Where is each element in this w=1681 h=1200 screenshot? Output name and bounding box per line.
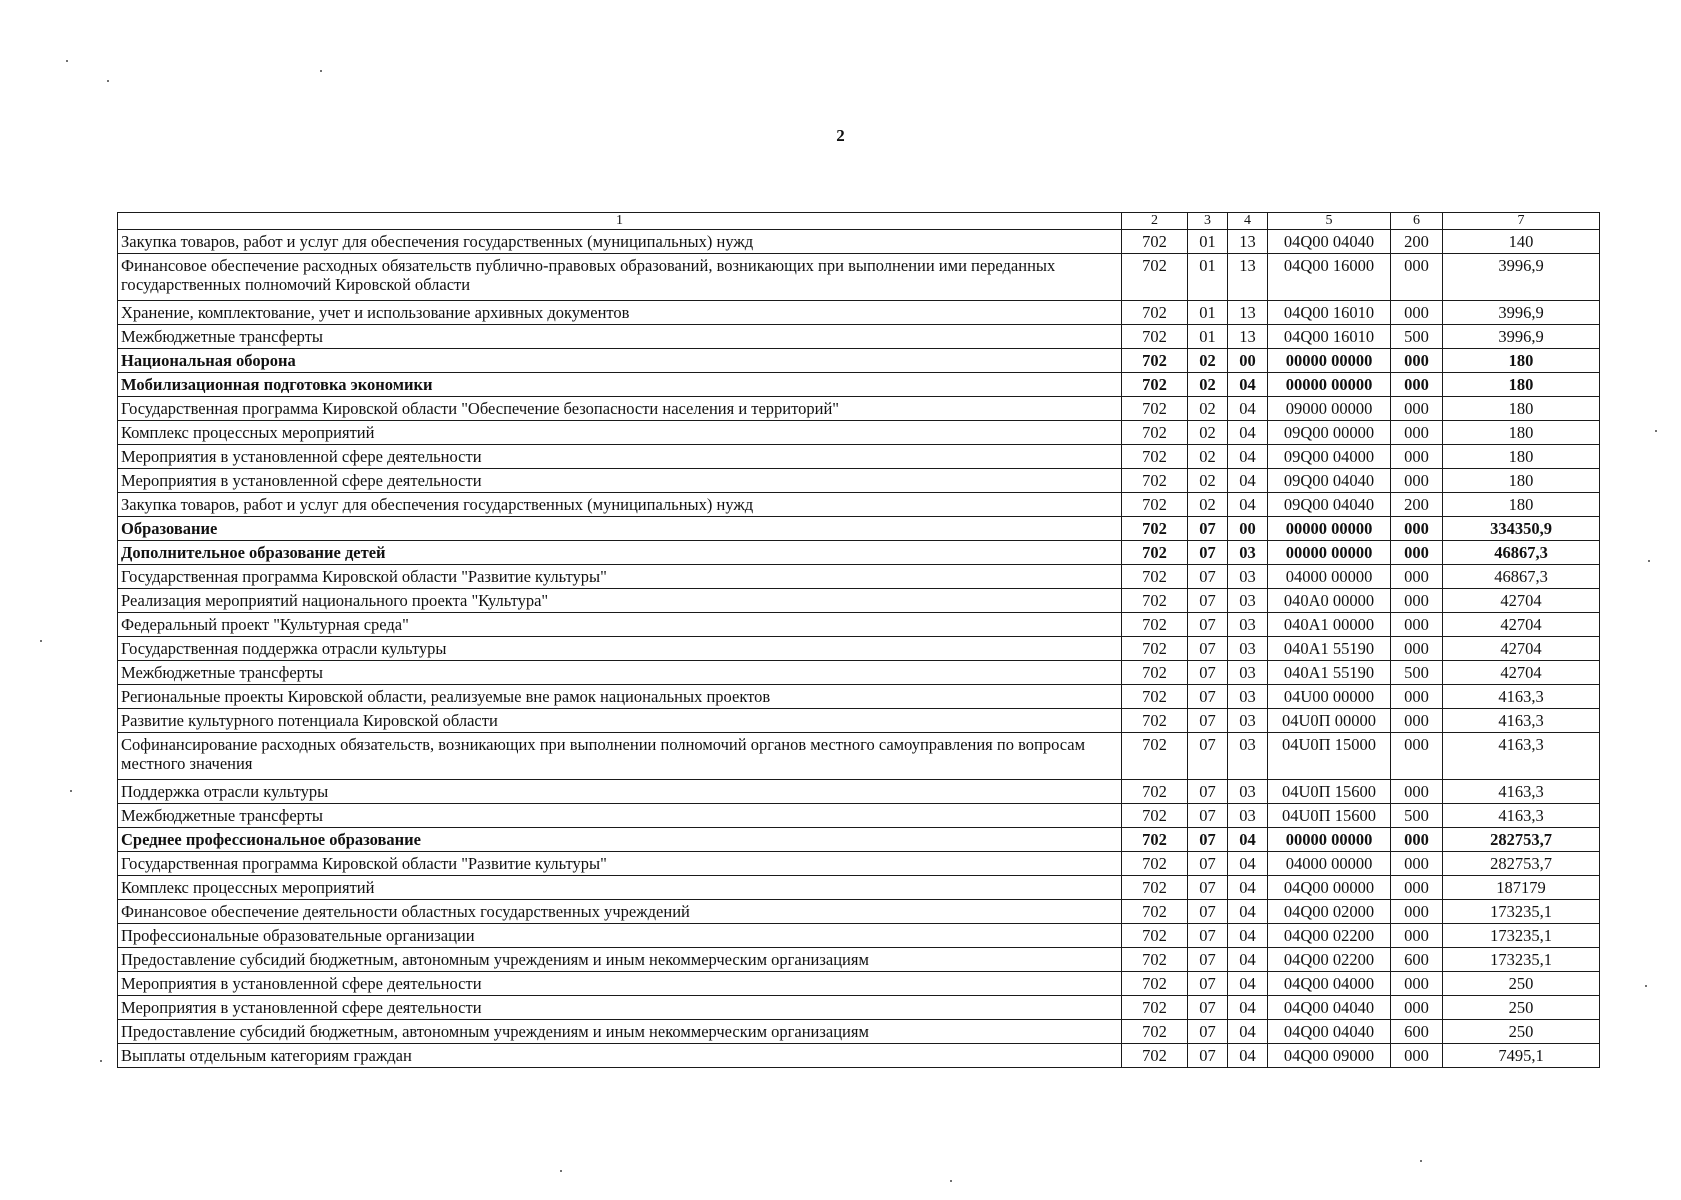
row-code-4: 03 [1228, 613, 1268, 637]
row-code-6: 000 [1391, 996, 1443, 1020]
table-row [118, 733, 1600, 780]
row-code-5: 040A1 55190 [1268, 637, 1391, 661]
row-code-3: 07 [1188, 996, 1228, 1020]
row-code-4: 03 [1228, 637, 1268, 661]
row-amount: 173235,1 [1443, 900, 1600, 924]
row-name: Федеральный проект "Культурная среда" [118, 613, 1122, 637]
row-code-6: 000 [1391, 852, 1443, 876]
row-code-5: 04U0П 00000 [1268, 709, 1391, 733]
row-code-3: 01 [1188, 230, 1228, 254]
table-row [118, 900, 1600, 924]
row-code-2: 702 [1122, 445, 1188, 469]
row-code-2: 702 [1122, 373, 1188, 397]
row-amount: 187179 [1443, 876, 1600, 900]
table-row [118, 661, 1600, 685]
row-code-4: 04 [1228, 996, 1268, 1020]
table-row [118, 541, 1600, 565]
row-name: Реализация мероприятий национального проекта "Культура" [118, 589, 1122, 613]
row-amount: 173235,1 [1443, 924, 1600, 948]
row-code-4: 04 [1228, 972, 1268, 996]
row-code-2: 702 [1122, 469, 1188, 493]
budget-table [117, 212, 1600, 1068]
row-amount: 46867,3 [1443, 565, 1600, 589]
row-name: Национальная оборона [118, 349, 1122, 373]
row-code-2: 702 [1122, 972, 1188, 996]
table-row [118, 972, 1600, 996]
row-amount: 42704 [1443, 637, 1600, 661]
row-code-5: 04Q00 02000 [1268, 900, 1391, 924]
row-code-6: 000 [1391, 876, 1443, 900]
row-name: Мероприятия в установленной сфере деятельности [118, 469, 1122, 493]
row-name: Выплаты отдельным категориям граждан [118, 1044, 1122, 1068]
row-code-2: 702 [1122, 325, 1188, 349]
row-code-2: 702 [1122, 924, 1188, 948]
row-code-3: 07 [1188, 613, 1228, 637]
row-amount: 7495,1 [1443, 1044, 1600, 1068]
table-row [118, 301, 1600, 325]
row-code-3: 07 [1188, 852, 1228, 876]
row-amount: 282753,7 [1443, 828, 1600, 852]
row-name: Финансовое обеспечение деятельности областных государственных учреждений [118, 900, 1122, 924]
row-amount: 250 [1443, 1020, 1600, 1044]
header-col-2: 2 [1122, 213, 1188, 230]
row-code-4: 04 [1228, 373, 1268, 397]
row-code-4: 03 [1228, 661, 1268, 685]
row-code-5: 00000 00000 [1268, 373, 1391, 397]
row-code-6: 000 [1391, 349, 1443, 373]
row-code-6: 500 [1391, 804, 1443, 828]
row-code-5: 04Q00 16010 [1268, 325, 1391, 349]
row-code-4: 04 [1228, 900, 1268, 924]
row-code-5: 04Q00 04000 [1268, 972, 1391, 996]
row-code-3: 07 [1188, 589, 1228, 613]
row-code-5: 04Q00 09000 [1268, 1044, 1391, 1068]
row-name: Предоставление субсидий бюджетным, автономным учреждениям и иным некоммерческим организациям [118, 948, 1122, 972]
row-amount: 180 [1443, 349, 1600, 373]
row-code-3: 02 [1188, 493, 1228, 517]
row-code-6: 500 [1391, 661, 1443, 685]
header-col-1: 1 [118, 213, 1122, 230]
row-code-2: 702 [1122, 589, 1188, 613]
row-name: Мероприятия в установленной сфере деятельности [118, 445, 1122, 469]
row-code-4: 04 [1228, 828, 1268, 852]
row-code-4: 03 [1228, 804, 1268, 828]
row-amount: 250 [1443, 972, 1600, 996]
row-amount: 180 [1443, 445, 1600, 469]
row-code-6: 000 [1391, 541, 1443, 565]
row-code-2: 702 [1122, 397, 1188, 421]
table-row [118, 589, 1600, 613]
row-code-6: 000 [1391, 565, 1443, 589]
row-amount: 180 [1443, 421, 1600, 445]
row-code-3: 07 [1188, 972, 1228, 996]
row-code-5: 00000 00000 [1268, 541, 1391, 565]
row-code-5: 040A1 00000 [1268, 613, 1391, 637]
row-code-5: 04000 00000 [1268, 565, 1391, 589]
row-code-3: 02 [1188, 469, 1228, 493]
row-name: Предоставление субсидий бюджетным, автономным учреждениям и иным некоммерческим организациям [118, 1020, 1122, 1044]
row-amount: 42704 [1443, 589, 1600, 613]
row-code-4: 04 [1228, 421, 1268, 445]
row-code-5: 04Q00 02200 [1268, 924, 1391, 948]
row-code-2: 702 [1122, 230, 1188, 254]
row-code-6: 000 [1391, 900, 1443, 924]
row-amount: 42704 [1443, 661, 1600, 685]
row-code-3: 02 [1188, 397, 1228, 421]
row-code-3: 07 [1188, 565, 1228, 589]
row-code-3: 07 [1188, 828, 1228, 852]
row-code-6: 000 [1391, 517, 1443, 541]
row-amount: 3996,9 [1443, 325, 1600, 349]
row-code-5: 04U0П 15000 [1268, 733, 1391, 780]
row-code-4: 13 [1228, 325, 1268, 349]
row-name: Межбюджетные трансферты [118, 325, 1122, 349]
row-code-5: 09Q00 04040 [1268, 469, 1391, 493]
row-code-2: 702 [1122, 948, 1188, 972]
row-code-4: 03 [1228, 589, 1268, 613]
row-code-3: 07 [1188, 948, 1228, 972]
row-code-6: 000 [1391, 924, 1443, 948]
row-code-5: 04Q00 04040 [1268, 230, 1391, 254]
table-row [118, 637, 1600, 661]
row-code-2: 702 [1122, 804, 1188, 828]
row-code-3: 07 [1188, 924, 1228, 948]
row-code-6: 000 [1391, 301, 1443, 325]
row-code-2: 702 [1122, 1044, 1188, 1068]
row-name: Закупка товаров, работ и услуг для обеспечения государственных (муниципальных) нужд [118, 230, 1122, 254]
row-amount: 282753,7 [1443, 852, 1600, 876]
row-code-4: 03 [1228, 685, 1268, 709]
row-code-3: 07 [1188, 733, 1228, 780]
row-code-6: 000 [1391, 1044, 1443, 1068]
row-amount: 4163,3 [1443, 685, 1600, 709]
header-col-4: 4 [1228, 213, 1268, 230]
row-name: Финансовое обеспечение расходных обязательств публично-правовых образований, возникающих при выполнении ими переданных государственных полномочий Кировской области [118, 254, 1122, 301]
table-row [118, 230, 1600, 254]
row-code-2: 702 [1122, 900, 1188, 924]
row-code-6: 000 [1391, 637, 1443, 661]
row-code-3: 07 [1188, 1020, 1228, 1044]
header-col-5: 5 [1268, 213, 1391, 230]
row-amount: 3996,9 [1443, 254, 1600, 301]
row-code-6: 000 [1391, 445, 1443, 469]
row-code-6: 600 [1391, 948, 1443, 972]
row-amount: 4163,3 [1443, 709, 1600, 733]
row-code-3: 01 [1188, 301, 1228, 325]
row-code-4: 13 [1228, 301, 1268, 325]
row-code-3: 07 [1188, 661, 1228, 685]
row-code-2: 702 [1122, 637, 1188, 661]
row-code-5: 00000 00000 [1268, 828, 1391, 852]
row-name: Государственная программа Кировской области "Обеспечение безопасности населения и территорий" [118, 397, 1122, 421]
row-name: Мобилизационная подготовка экономики [118, 373, 1122, 397]
row-code-2: 702 [1122, 852, 1188, 876]
table-row [118, 924, 1600, 948]
row-code-2: 702 [1122, 876, 1188, 900]
row-code-3: 07 [1188, 637, 1228, 661]
row-code-2: 702 [1122, 541, 1188, 565]
row-code-2: 702 [1122, 517, 1188, 541]
row-name: Мероприятия в установленной сфере деятельности [118, 996, 1122, 1020]
row-name: Софинансирование расходных обязательств, возникающих при выполнении полномочий органов местного самоуправления по вопросам местного значения [118, 733, 1122, 780]
row-code-3: 02 [1188, 349, 1228, 373]
row-code-3: 02 [1188, 445, 1228, 469]
row-code-3: 07 [1188, 804, 1228, 828]
row-code-4: 00 [1228, 349, 1268, 373]
table-row [118, 996, 1600, 1020]
row-amount: 180 [1443, 469, 1600, 493]
row-code-4: 03 [1228, 541, 1268, 565]
row-code-5: 04000 00000 [1268, 852, 1391, 876]
row-amount: 180 [1443, 397, 1600, 421]
row-code-5: 04Q00 16010 [1268, 301, 1391, 325]
row-code-5: 04U0П 15600 [1268, 804, 1391, 828]
row-name: Поддержка отрасли культуры [118, 780, 1122, 804]
row-code-4: 04 [1228, 493, 1268, 517]
row-code-5: 04Q00 04040 [1268, 996, 1391, 1020]
row-code-4: 04 [1228, 469, 1268, 493]
row-code-5: 09Q00 00000 [1268, 421, 1391, 445]
row-code-6: 200 [1391, 493, 1443, 517]
header-col-6: 6 [1391, 213, 1443, 230]
row-code-3: 07 [1188, 517, 1228, 541]
row-amount: 4163,3 [1443, 780, 1600, 804]
row-name: Дополнительное образование детей [118, 541, 1122, 565]
row-code-4: 00 [1228, 517, 1268, 541]
row-code-4: 03 [1228, 780, 1268, 804]
table-row [118, 445, 1600, 469]
header-col-3: 3 [1188, 213, 1228, 230]
row-name: Государственная программа Кировской области "Развитие культуры" [118, 565, 1122, 589]
table-row [118, 421, 1600, 445]
row-amount: 250 [1443, 996, 1600, 1020]
table-row [118, 325, 1600, 349]
row-amount: 334350,9 [1443, 517, 1600, 541]
row-code-2: 702 [1122, 661, 1188, 685]
row-code-3: 07 [1188, 900, 1228, 924]
row-name: Межбюджетные трансферты [118, 661, 1122, 685]
row-name: Хранение, комплектование, учет и использование архивных документов [118, 301, 1122, 325]
table-row [118, 876, 1600, 900]
row-code-4: 03 [1228, 733, 1268, 780]
row-code-2: 702 [1122, 709, 1188, 733]
row-code-4: 13 [1228, 230, 1268, 254]
row-code-6: 000 [1391, 421, 1443, 445]
row-name: Межбюджетные трансферты [118, 804, 1122, 828]
row-code-5: 09Q00 04000 [1268, 445, 1391, 469]
row-code-5: 09Q00 04040 [1268, 493, 1391, 517]
table-row [118, 685, 1600, 709]
row-code-3: 02 [1188, 421, 1228, 445]
row-code-5: 040A0 00000 [1268, 589, 1391, 613]
row-code-2: 702 [1122, 301, 1188, 325]
row-code-6: 000 [1391, 373, 1443, 397]
row-name: Среднее профессиональное образование [118, 828, 1122, 852]
row-name: Государственная программа Кировской области "Развитие культуры" [118, 852, 1122, 876]
row-name: Комплекс процессных мероприятий [118, 421, 1122, 445]
table-row [118, 852, 1600, 876]
row-code-6: 600 [1391, 1020, 1443, 1044]
row-code-3: 07 [1188, 1044, 1228, 1068]
row-code-2: 702 [1122, 254, 1188, 301]
row-code-6: 000 [1391, 685, 1443, 709]
row-code-2: 702 [1122, 493, 1188, 517]
table-row [118, 565, 1600, 589]
row-code-2: 702 [1122, 685, 1188, 709]
table-row [118, 709, 1600, 733]
row-amount: 180 [1443, 493, 1600, 517]
row-code-6: 000 [1391, 589, 1443, 613]
row-amount: 140 [1443, 230, 1600, 254]
row-code-4: 13 [1228, 254, 1268, 301]
row-code-2: 702 [1122, 565, 1188, 589]
row-name: Мероприятия в установленной сфере деятельности [118, 972, 1122, 996]
table-row [118, 349, 1600, 373]
table-row [118, 613, 1600, 637]
page-number: 2 [836, 126, 845, 145]
row-code-5: 04Q00 04040 [1268, 1020, 1391, 1044]
row-code-6: 000 [1391, 469, 1443, 493]
row-name: Региональные проекты Кировской области, реализуемые вне рамок национальных проектов [118, 685, 1122, 709]
row-code-3: 07 [1188, 709, 1228, 733]
row-code-5: 04U0П 15600 [1268, 780, 1391, 804]
row-amount: 46867,3 [1443, 541, 1600, 565]
table-row [118, 254, 1600, 301]
table-row [118, 469, 1600, 493]
row-code-3: 07 [1188, 685, 1228, 709]
table-row [118, 804, 1600, 828]
row-code-2: 702 [1122, 780, 1188, 804]
table-row [118, 780, 1600, 804]
table-row [118, 373, 1600, 397]
row-code-4: 04 [1228, 397, 1268, 421]
table-row [118, 397, 1600, 421]
row-code-6: 200 [1391, 230, 1443, 254]
row-code-5: 00000 00000 [1268, 517, 1391, 541]
row-amount: 3996,9 [1443, 301, 1600, 325]
row-amount: 4163,3 [1443, 804, 1600, 828]
row-code-6: 000 [1391, 397, 1443, 421]
row-code-2: 702 [1122, 996, 1188, 1020]
row-amount: 180 [1443, 373, 1600, 397]
row-amount: 173235,1 [1443, 948, 1600, 972]
row-code-5: 04Q00 00000 [1268, 876, 1391, 900]
row-name: Государственная поддержка отрасли культуры [118, 637, 1122, 661]
row-code-4: 04 [1228, 1044, 1268, 1068]
row-amount: 42704 [1443, 613, 1600, 637]
header-col-7: 7 [1443, 213, 1600, 230]
row-code-5: 09000 00000 [1268, 397, 1391, 421]
row-code-5: 040A1 55190 [1268, 661, 1391, 685]
row-code-4: 03 [1228, 565, 1268, 589]
table-row [118, 493, 1600, 517]
row-code-5: 04Q00 02200 [1268, 948, 1391, 972]
row-code-2: 702 [1122, 828, 1188, 852]
table-row [118, 1020, 1600, 1044]
row-name: Образование [118, 517, 1122, 541]
row-name: Закупка товаров, работ и услуг для обеспечения государственных (муниципальных) нужд [118, 493, 1122, 517]
row-code-6: 000 [1391, 254, 1443, 301]
row-code-4: 04 [1228, 445, 1268, 469]
row-name: Профессиональные образовательные организации [118, 924, 1122, 948]
row-code-3: 07 [1188, 780, 1228, 804]
row-code-3: 07 [1188, 876, 1228, 900]
row-code-2: 702 [1122, 349, 1188, 373]
row-code-4: 04 [1228, 924, 1268, 948]
row-code-2: 702 [1122, 733, 1188, 780]
row-code-2: 702 [1122, 421, 1188, 445]
row-amount: 4163,3 [1443, 733, 1600, 780]
table-row [118, 948, 1600, 972]
row-code-6: 000 [1391, 733, 1443, 780]
row-code-2: 702 [1122, 613, 1188, 637]
table-row [118, 828, 1600, 852]
row-code-4: 04 [1228, 1020, 1268, 1044]
row-code-5: 04Q00 16000 [1268, 254, 1391, 301]
row-code-3: 01 [1188, 325, 1228, 349]
row-code-6: 000 [1391, 828, 1443, 852]
row-code-3: 07 [1188, 541, 1228, 565]
row-code-5: 04U00 00000 [1268, 685, 1391, 709]
row-code-3: 02 [1188, 373, 1228, 397]
row-code-6: 500 [1391, 325, 1443, 349]
table-row [118, 1044, 1600, 1068]
row-name: Развитие культурного потенциала Кировской области [118, 709, 1122, 733]
table-row [118, 517, 1600, 541]
table-header-row [118, 213, 1600, 230]
row-code-4: 04 [1228, 852, 1268, 876]
row-code-4: 04 [1228, 948, 1268, 972]
row-code-6: 000 [1391, 709, 1443, 733]
row-code-4: 03 [1228, 709, 1268, 733]
row-code-6: 000 [1391, 780, 1443, 804]
row-code-6: 000 [1391, 613, 1443, 637]
row-code-3: 01 [1188, 254, 1228, 301]
row-code-2: 702 [1122, 1020, 1188, 1044]
row-code-6: 000 [1391, 972, 1443, 996]
row-code-4: 04 [1228, 876, 1268, 900]
row-code-5: 00000 00000 [1268, 349, 1391, 373]
row-name: Комплекс процессных мероприятий [118, 876, 1122, 900]
